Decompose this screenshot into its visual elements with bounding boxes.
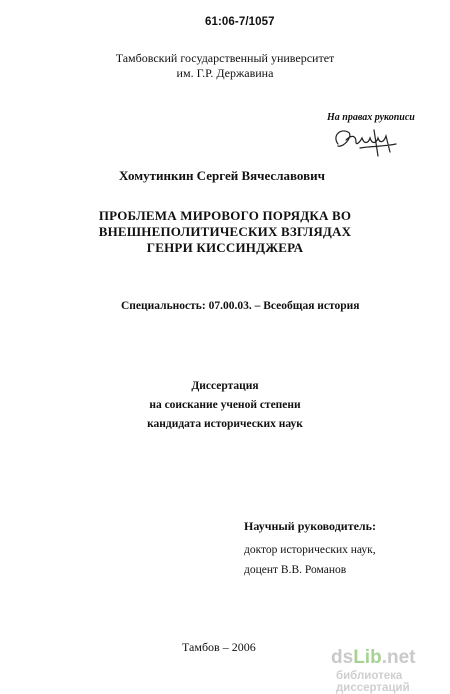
- watermark-logo: [331, 647, 415, 669]
- watermark-subtitle: библиотека диссертаций: [336, 670, 410, 694]
- advisor-heading: Научный руководитель:: [244, 519, 376, 533]
- advisor-details: [244, 540, 376, 580]
- dissertation-title: [0, 208, 450, 256]
- title-line-2: ВНЕШНЕПОЛИТИЧЕСКИХ ВЗГЛЯДАХ: [98, 224, 352, 239]
- institution-line-2: им. Г.Р. Державина: [176, 66, 274, 80]
- author-name: Хомутинкин Сергей Вячеславович: [119, 168, 325, 183]
- city-year: Тамбов – 2006: [182, 640, 256, 654]
- title-line-3: ГЕНРИ КИССИНДЖЕРА: [146, 240, 304, 255]
- watermark-middle: Lib: [353, 647, 382, 668]
- institution-name: [0, 51, 450, 81]
- watermark-suffix: .net: [381, 647, 416, 668]
- title-line-1: ПРОБЛЕМА МИРОВОГО ПОРЯДКА ВО: [98, 208, 352, 223]
- institution-line-1: Тамбовский государственный университет: [115, 51, 335, 65]
- degree-line-3: кандидата исторических наук: [147, 418, 303, 430]
- signature-image: [330, 122, 400, 162]
- watermark-prefix: ds: [331, 647, 354, 668]
- degree-line-1: Диссертация: [191, 380, 259, 392]
- specialty: Специальность: 07.00.03. – Всеобщая история: [121, 300, 360, 312]
- catalog-code: 61:06-7/1057: [205, 16, 275, 28]
- degree-line-2: на соискание ученой степени: [149, 399, 301, 411]
- advisor-line-1: доктор исторических наук,: [244, 544, 376, 556]
- advisor-line-2: доцент В.В. Романов: [244, 564, 347, 576]
- manuscript-note: На правах рукописи: [327, 112, 415, 123]
- degree-statement: [0, 377, 450, 434]
